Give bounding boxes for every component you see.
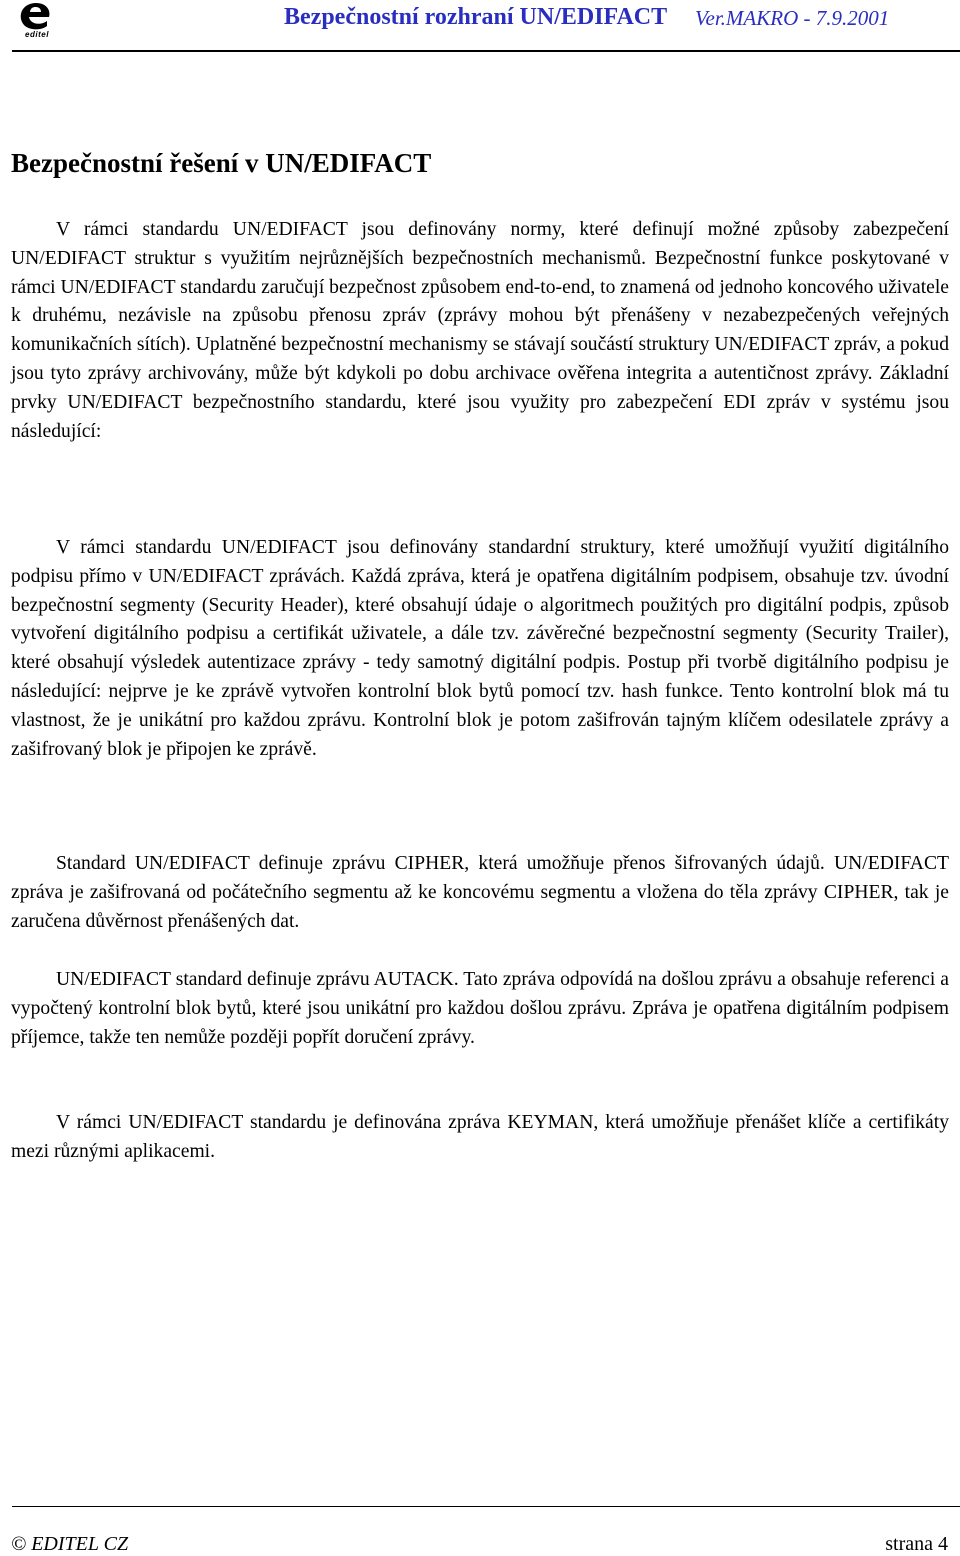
paragraph-digital-signature: V rámci standardu UN/EDIFACT jsou definovány standardní struktury, které umožňují využití digitálního podpisu přímo v UN/EDIFACT zprávách. Každá zpráva, která je opatřena digitálním podpisem, obsahuje tzv. úvodní bezpečnostní segmenty (Security Header), které obsahují údaje o algoritmech použitých pro digitální podpis, způsob vytvoření digitálního podpisu a certifikát uživatele, a dále tzv. závěrečné bezpečnostní segmenty (Security Trailer), které obsahují výsledek autentizace zprávy - tedy samotný digitální podpis. Postup při tvorbě digitálního podpisu je následující: nejprve je ke zprávě vytvořen kontrolní blok bytů pomocí tzv. hash funkce. Tento kontrolní blok má tu vlastnost, že je unikátní pro každou zprávu. Kontrolní blok je potom zašifrován tajným klíčem odesilatele zprávy a zašifrovaný blok je připojen ke zprávě. (11, 537, 949, 760)
paragraph-autack: UN/EDIFACT standard definuje zprávu AUTACK. Tato zpráva odpovídá na došlou zprávu a obsahuje referenci a vypočtený kontrolní blok bytů, které jsou unikátní pro každou došlou zprávu. Zpráva je opatřena digitálním podpisem příjemce, takže ten nemůže později popřít doručení zprávy. (11, 969, 949, 1048)
paragraph-intro: V rámci standardu UN/EDIFACT jsou definovány normy, které definují možné způsoby zabezpečení UN/EDIFACT struktur s využitím nejrůznějších bezpečnostních mechanismů. Bezpečnostní funkce poskytované v rámci UN/EDIFACT standardu zaručují bezpečnost způsobem end-to-end, to znamená od jednoho koncového uživatele k druhému, nezávisle na způsobu přenosu zpráv (zprávy mohou být přenášeny v nezabezpečených veřejných komunikačních sítích). Uplatněné bezpečnostní mechanismy se stávají součástí struktury UN/EDIFACT zpráv, a pokud jsou tyto zprávy archivovány, může být kdykoli po dobu archivace ověřena integrita a autentičnost zprávy. Základní prvky UN/EDIFACT bezpečnostního standardu, které jsou využity pro zabezpečení EDI zpráv v systému jsou následující: (11, 219, 949, 442)
document-version: Ver.MAKRO - 7.9.2001 (695, 6, 890, 30)
document-header-title: Bezpečnostní rozhraní UN/EDIFACT (284, 4, 668, 30)
editel-logo-icon (14, 0, 60, 32)
paragraph-cipher: Standard UN/EDIFACT definuje zprávu CIPHER, která umožňuje přenos šifrovaných údajů. UN/EDIFACT zpráva je zašifrovaná od počátečního segmentu až ke koncovému segmentu a vložena do těla zprávy CIPHER, tak je zaručena důvěrnost přenášených dat. (11, 853, 949, 932)
page-number: strana 4 (885, 1533, 948, 1555)
page-title: Bezpečnostní řešení v UN/EDIFACT (11, 148, 432, 178)
footer-copyright: © EDITEL CZ (11, 1533, 129, 1555)
editel-logo-text: editel (25, 30, 49, 39)
page-header (0, 0, 960, 54)
editel-logo (14, 0, 60, 42)
paragraph-keyman: V rámci UN/EDIFACT standardu je definována zpráva KEYMAN, která umožňuje přenášet klíče a certifikáty mezi různými aplikacemi. (11, 1112, 949, 1162)
header-divider (12, 50, 960, 52)
footer-divider (12, 1506, 960, 1507)
